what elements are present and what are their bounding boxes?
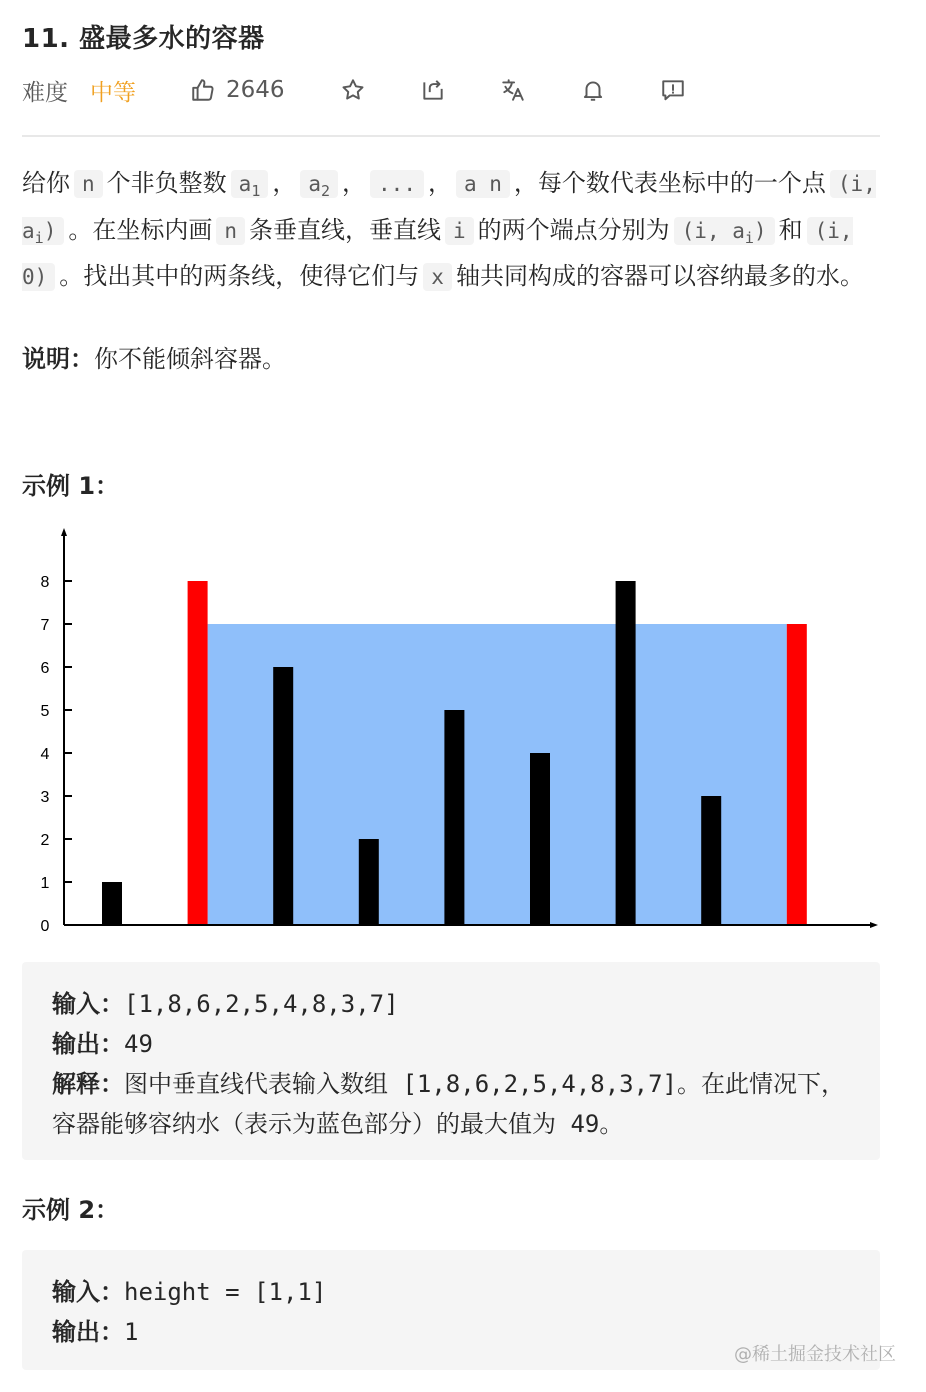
example-2-output: 输出：1 (52, 1318, 139, 1346)
favorite-button[interactable] (340, 70, 366, 110)
water-area (208, 624, 787, 925)
inline-code: ... (370, 170, 424, 198)
example-1-explanation: 解释：图中垂直线代表输入数组 [1,8,6,2,5,4,8,3,7]。在此情况下，容器能够容纳水（表示为蓝色部分）的最大值为 49。 (52, 1070, 845, 1138)
subscribe-button[interactable] (580, 70, 606, 110)
problem-description: 给你 n 个非负整数 $a_1$ ， $a_2$ ， ... ， a n ，每个数代表坐标中的一个点 (i, $a_i$) 。在坐标内画 n 条垂直线，垂直线 i 的两个端点分别为 (i, $a_i$) 和 (i, 0) 。找出其中的两条线，使得它们与 x 轴共同构成的容器可以容纳最多的水。 (22, 169, 876, 291)
example-1-output: 输出：49 (52, 1030, 153, 1058)
chart-bar (359, 839, 379, 925)
example-2-input: 输入：height = [1,1] (52, 1278, 327, 1306)
example-1-box (22, 962, 880, 1160)
chart-bar (530, 753, 550, 925)
y-tick-label: 5 (40, 703, 50, 720)
inline-code: n (74, 170, 103, 198)
y-tick-label: 6 (40, 660, 50, 677)
chart-bar (444, 710, 464, 925)
y-tick-label: 8 (40, 574, 50, 591)
inline-code: (i, 0) (22, 218, 853, 290)
inline-code: $a_1$ (231, 170, 269, 198)
example-2-title: 示例 2： (22, 1196, 120, 1224)
chart-bar (102, 882, 122, 925)
inline-code: i (445, 217, 474, 245)
example-1-title: 示例 1： (22, 472, 120, 500)
share-icon (420, 77, 446, 103)
chart-bar (273, 667, 293, 925)
chart-bar (616, 581, 636, 925)
inline-code: n (216, 217, 245, 245)
inline-code: $a_2$ (300, 170, 338, 198)
y-tick-label: 7 (40, 617, 50, 634)
difficulty-label: 难度 (22, 79, 68, 106)
problem-title: 11. 盛最多水的容器 (22, 24, 265, 54)
feedback-icon (660, 77, 686, 103)
y-tick-label: 0 (40, 918, 50, 935)
x-axis-arrow (870, 922, 878, 928)
note-label: 说明： (22, 345, 94, 373)
like-button[interactable] (190, 70, 285, 110)
y-tick-label: 2 (40, 832, 50, 849)
example-1-input: 输入：[1,8,6,2,5,4,8,3,7] (52, 990, 399, 1018)
chart-bar (701, 796, 721, 925)
inline-code: (i, $a_i$) (674, 217, 775, 245)
translate-button[interactable] (500, 70, 526, 110)
y-tick-label: 4 (40, 746, 50, 763)
share-button[interactable] (420, 70, 446, 110)
feedback-button[interactable] (660, 70, 686, 110)
watermark: @稀土掘金技术社区 (734, 1344, 896, 1365)
star-icon (340, 77, 366, 103)
inline-code: (i, $a_i$) (22, 172, 876, 247)
y-tick-label: 1 (40, 875, 50, 892)
bell-icon (580, 77, 606, 103)
note-text: 你不能倾斜容器。 (94, 345, 286, 373)
problem-toolbar (22, 70, 882, 110)
difficulty-value: 中等 (90, 79, 136, 106)
y-tick-label: 3 (40, 789, 50, 806)
y-axis-arrow (61, 528, 67, 536)
inline-code: x (423, 263, 452, 291)
like-count: 2646 (226, 77, 285, 103)
inline-code: a n (456, 170, 510, 198)
translate-icon (500, 77, 526, 103)
thumbs-up-icon (190, 77, 216, 103)
note (22, 340, 880, 379)
chart-bar (188, 581, 208, 925)
chart-bar (787, 624, 807, 925)
container-chart (22, 520, 892, 940)
divider (22, 135, 880, 137)
